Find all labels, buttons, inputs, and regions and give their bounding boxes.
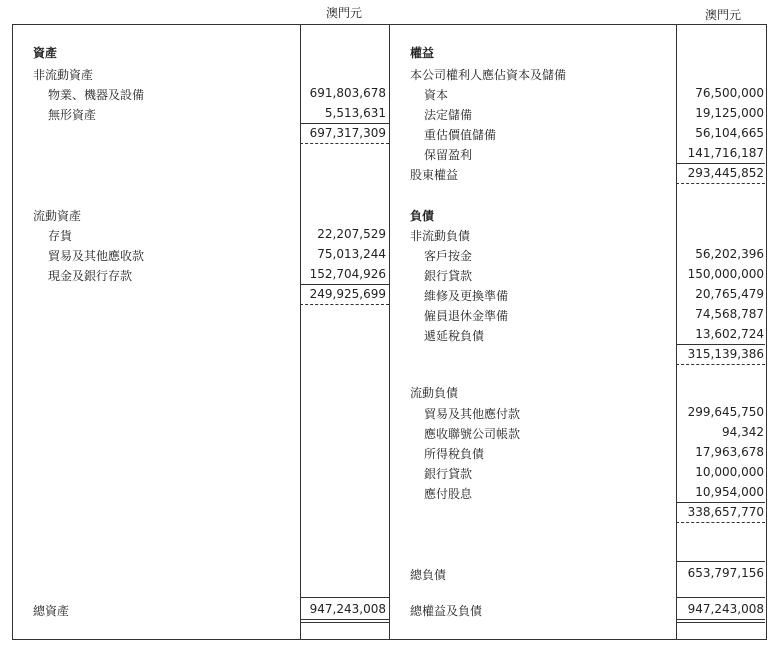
liability-label: 貿易及其他應付款 (424, 407, 521, 421)
equity-value: 56,104,665 (695, 126, 764, 140)
liability-value: 94,342 (722, 425, 764, 439)
total-rule (300, 597, 389, 598)
equity-value: 141,716,187 (687, 146, 764, 160)
non-current-liabilities-total: 315,139,386 (687, 347, 764, 361)
liability-value: 10,954,000 (695, 485, 764, 499)
equity-label: 法定儲備 (424, 108, 473, 122)
non-current-assets-heading: 非流動資產 (33, 68, 94, 82)
subtotal-dashed-rule (676, 364, 765, 365)
asset-label: 無形資產 (48, 108, 97, 122)
double-rule-top (676, 619, 765, 620)
equity-subheading: 本公司權利人應佔資本及儲備 (410, 68, 567, 82)
equity-label: 保留盈利 (424, 148, 473, 162)
non-current-assets-total: 697,317,309 (309, 126, 386, 140)
double-rule-top (300, 619, 389, 620)
non-current-liabilities-heading: 非流動負債 (410, 229, 471, 243)
current-assets-heading: 流動資產 (33, 209, 82, 223)
subtotal-rule (676, 344, 765, 345)
subtotal-rule (300, 123, 389, 124)
total-equity-and-liabilities-label: 總權益及負債 (410, 604, 483, 618)
shareholders-equity-value: 293,445,852 (687, 166, 764, 180)
liability-value: 150,000,000 (687, 267, 764, 281)
asset-label: 存貨 (48, 229, 73, 243)
liability-label: 僱員退休金準備 (424, 309, 509, 323)
subtotal-rule (676, 502, 765, 503)
liabilities-heading: 負債 (410, 209, 435, 223)
liability-value: 299,645,750 (687, 405, 764, 419)
liability-label: 銀行貸款 (424, 467, 473, 481)
total-liabilities-value: 653,797,156 (687, 566, 764, 580)
liability-value: 17,963,678 (695, 445, 764, 459)
total-equity-and-liabilities-value: 947,243,008 (687, 602, 764, 616)
currency-label-left: 澳門元 (326, 6, 363, 20)
subtotal-rule (300, 284, 389, 285)
current-assets-total: 249,925,699 (309, 287, 386, 301)
total-assets-label: 總資產 (33, 604, 70, 618)
subtotal-dashed-rule (676, 522, 765, 523)
subtotal-dashed-rule (300, 143, 389, 144)
equity-heading: 權益 (410, 46, 435, 60)
asset-value: 5,513,631 (324, 106, 386, 120)
liability-label: 應收聯號公司帳款 (424, 427, 521, 441)
liability-label: 遞延稅負債 (424, 329, 485, 343)
asset-label: 物業、機器及設備 (48, 88, 145, 102)
asset-value: 22,207,529 (317, 227, 386, 241)
total-rule (676, 597, 765, 598)
double-rule-bottom (300, 622, 389, 623)
asset-label: 現金及銀行存款 (48, 269, 133, 283)
liability-label: 應付股息 (424, 487, 473, 501)
asset-value: 152,704,926 (309, 267, 386, 281)
liability-label: 所得稅負債 (424, 447, 485, 461)
liability-value: 20,765,479 (695, 287, 764, 301)
subtotal-dashed-rule (300, 304, 389, 305)
equity-value: 19,125,000 (695, 106, 764, 120)
asset-value: 691,803,678 (309, 86, 386, 100)
total-assets-value: 947,243,008 (309, 602, 386, 616)
liability-value: 74,568,787 (695, 307, 764, 321)
total-rule (676, 561, 765, 562)
liability-value: 56,202,396 (695, 247, 764, 261)
equity-label: 重估價值儲備 (424, 128, 497, 142)
currency-label-right: 澳門元 (705, 8, 742, 22)
left-amount-col-right (389, 24, 390, 639)
equity-value: 76,500,000 (695, 86, 764, 100)
subtotal-rule (676, 163, 765, 164)
current-liabilities-heading: 流動負債 (410, 386, 459, 400)
liability-label: 維修及更換準備 (424, 289, 509, 303)
equity-label: 資本 (424, 88, 449, 102)
liability-value: 13,602,724 (695, 327, 764, 341)
asset-value: 75,013,244 (317, 247, 386, 261)
current-liabilities-total: 338,657,770 (687, 505, 764, 519)
total-liabilities-label: 總負債 (410, 568, 447, 582)
subtotal-dashed-rule (676, 183, 765, 184)
liability-label: 客戶按金 (424, 249, 473, 263)
asset-label: 貿易及其他應收款 (48, 249, 145, 263)
double-rule-bottom (676, 622, 765, 623)
liability-label: 銀行貸款 (424, 269, 473, 283)
assets-heading: 資產 (33, 46, 58, 60)
shareholders-equity-label: 股東權益 (410, 168, 459, 182)
liability-value: 10,000,000 (695, 465, 764, 479)
